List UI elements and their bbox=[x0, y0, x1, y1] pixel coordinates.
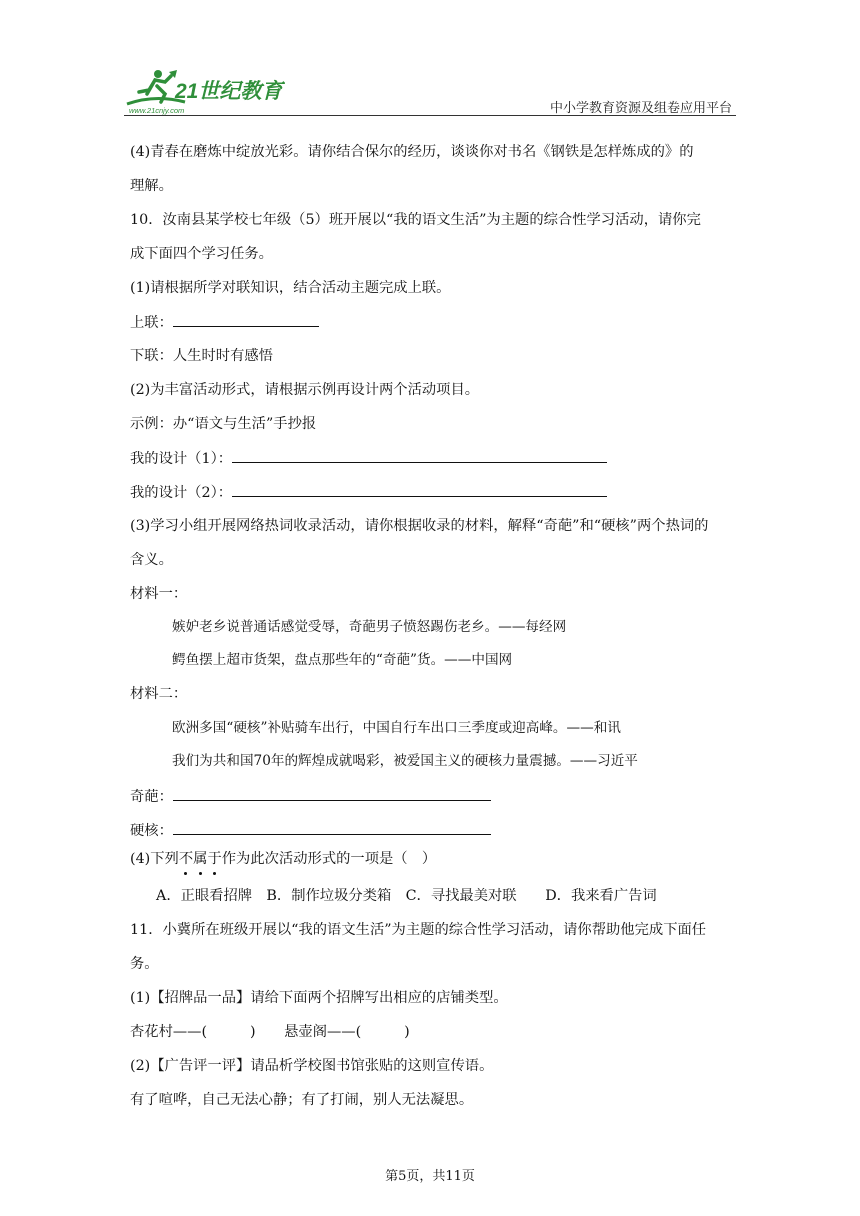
yinghe-answer-blank[interactable] bbox=[173, 820, 491, 835]
couplet-first-label: 上联： bbox=[130, 315, 173, 331]
q10-4-prefix: (4)下列 bbox=[130, 851, 179, 867]
q10-1-prompt: (1)请根据所学对联知识，结合活动主题完成上联。 bbox=[130, 280, 451, 296]
svg-text:21世纪教育: 21世纪教育 bbox=[175, 80, 283, 103]
q11-stem: 11．小冀所在班级开展以“我的语文生活”为主题的综合性学习活动，请你帮助他完成下面任 bbox=[130, 922, 707, 938]
site-logo bbox=[125, 68, 285, 116]
qipa-label: 奇葩： bbox=[130, 789, 173, 805]
material-2-item-1: 欧洲多国“硬核”补贴骑车出行，中国自行车出口三季度或迎高峰。——和讯 bbox=[172, 720, 621, 736]
material-1-item-2: 鳄鱼摆上超市货架，盘点那些年的“奇葩”货。——中国网 bbox=[172, 652, 513, 668]
material-1-item-1: 嫉妒老乡说普通话感觉受辱，奇葩男子愤怒踢伤老乡。——每经网 bbox=[172, 619, 567, 635]
design-1-label: 我的设计（1）： bbox=[130, 451, 233, 467]
q11-1-prompt: (1)【招牌品一品】请给下面两个招牌写出相应的店铺类型。 bbox=[130, 990, 508, 1006]
q10-4-suffix: 作为此次活动形式的一项是（ ） bbox=[221, 851, 437, 867]
design-1-blank[interactable] bbox=[232, 448, 607, 463]
signboard-answers: 杏花村——( ) 悬壶阁——( ) bbox=[130, 1024, 410, 1040]
qipa-answer-blank[interactable] bbox=[173, 786, 491, 801]
q10-stem: 10．汝南县某学校七年级（5）班开展以“我的语文生活”为主题的综合性学习活动，请你完 bbox=[130, 212, 701, 228]
q11-2-prompt: (2)【广告评一评】请品析学校图书馆张贴的这则宣传语。 bbox=[130, 1058, 494, 1074]
header-divider bbox=[124, 115, 736, 116]
q9-4-prompt-cont: 理解。 bbox=[130, 178, 173, 194]
couplet-answer-blank[interactable] bbox=[173, 312, 319, 327]
material-2-item-2: 我们为共和国70年的辉煌成就喝彩，被爱国主义的硬核力量震撼。——习近平 bbox=[172, 753, 638, 769]
page-header bbox=[0, 0, 860, 120]
material-2-label: 材料二： bbox=[130, 686, 188, 702]
emphasis-not-belong: 不属于 bbox=[179, 851, 222, 867]
qipa-answer-line bbox=[130, 786, 491, 807]
library-slogan: 有了喧哗，自己无法心静；有了打闹，别人无法凝思。 bbox=[130, 1092, 474, 1108]
yinghe-label: 硬核： bbox=[130, 823, 173, 839]
design-2-line bbox=[130, 482, 607, 503]
yinghe-answer-line bbox=[130, 820, 491, 841]
couplet-second-line: 下联：人生时时有感悟 bbox=[130, 348, 273, 364]
design-2-blank[interactable] bbox=[232, 482, 607, 497]
couplet-first-line bbox=[130, 312, 319, 333]
q10-4-prompt bbox=[130, 849, 436, 869]
q10-4-options: A．正眼看招牌 B．制作垃圾分类箱 C．寻找最美对联 D．我来看广告词 bbox=[156, 888, 657, 904]
q10-2-prompt: (2)为丰富活动形式，请根据示例再设计两个活动项目。 bbox=[130, 382, 480, 398]
svg-text:www.21cnjy.com: www.21cnjy.com bbox=[129, 106, 185, 115]
design-2-label: 我的设计（2）： bbox=[130, 485, 233, 501]
design-1-line bbox=[130, 448, 607, 469]
q10-stem-cont: 成下面四个学习任务。 bbox=[130, 246, 273, 262]
q10-3-prompt-cont: 含义。 bbox=[130, 552, 173, 568]
q11-stem-cont: 务。 bbox=[130, 956, 159, 972]
platform-tagline: 中小学教育资源及组卷应用平台 bbox=[549, 101, 732, 116]
page-number: 第5页，共11页 bbox=[385, 1169, 475, 1184]
material-1-label: 材料一： bbox=[130, 586, 188, 602]
q10-3-prompt: (3)学习小组开展网络热词收录活动，请你根据收录的材料，解释“奇葩”和“硬核”两个热词的 bbox=[130, 518, 709, 534]
example-activity: 示例：办“语文与生活”手抄报 bbox=[130, 416, 317, 432]
q9-4-prompt: (4)青春在磨炼中绽放光彩。请你结合保尔的经历，谈谈你对书名《钢铁是怎样炼成的》的 bbox=[130, 144, 694, 160]
